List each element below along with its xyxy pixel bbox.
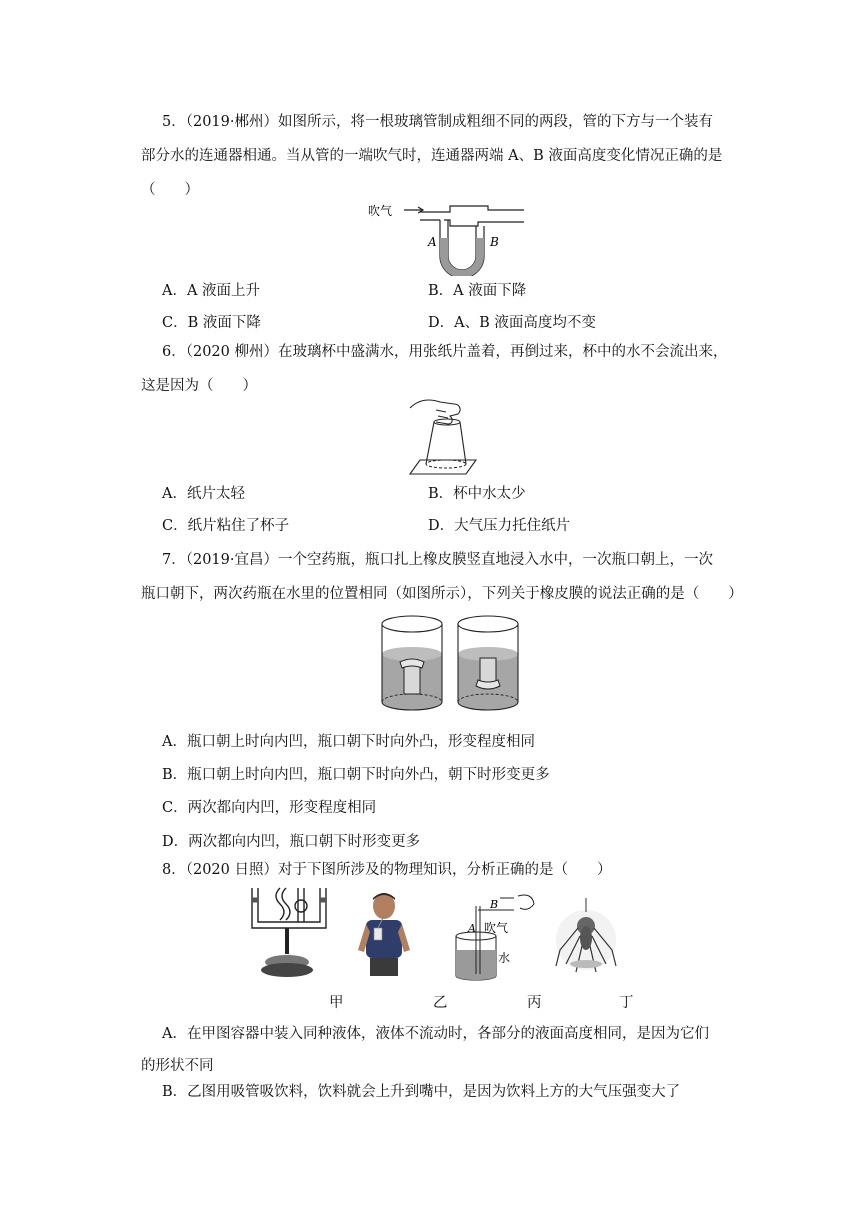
q5-figure-b-label: B: [490, 235, 499, 249]
q8-caption-ding: 丁: [619, 995, 634, 1011]
q6-figure-inverted-cup: [406, 394, 482, 480]
q8-figure-yi-boy-with-straw: [356, 890, 414, 978]
q6-option-a: A．纸片太轻: [162, 486, 245, 502]
q7-option-a: A．瓶口朝上时向内凹，瓶口朝下时向外凸，形变程度相同: [162, 734, 535, 750]
q5-stem-line2: 部分水的连通器相通。当从管的一端吹气时，连通器两端 A、B 液面高度变化情况正确的是: [141, 148, 723, 164]
q6-stem-line1: 6．（2020 柳州）在玻璃杯中盛满水，用张纸片盖着，再倒过来，杯中的水不会流出来，: [162, 344, 728, 360]
q5-stem-line3: （ ）: [141, 182, 199, 198]
q7-stem-line1: 7．（2019·宜昌）一个空药瓶，瓶口扎上橡皮膜竖直地浸入水中，一次瓶口朝上，一次: [162, 552, 713, 568]
q5-option-d: D．A、B 液面高度均不变: [428, 315, 596, 331]
q6-stem-line2: 这是因为（ ）: [141, 378, 257, 394]
q5-figure-blow-label: 吹气: [368, 204, 393, 218]
q8-figure-bing-blow-tube: [448, 888, 540, 984]
q7-stem-line2: 瓶口朝下，两次药瓶在水里的位置相同（如图所示），下列关于橡皮膜的说法正确的是（ ）: [141, 586, 743, 602]
q7-beaker-inverted: [458, 616, 518, 710]
q5-option-a: A．A 液面上升: [162, 283, 261, 299]
q5-option-c: C．B 液面下降: [162, 315, 261, 331]
q8-figure-blow-label: 吹气: [484, 921, 509, 935]
q8-caption-jia: 甲: [329, 995, 344, 1011]
q5-figure-a-label: A: [428, 235, 437, 249]
q7-option-c: C．两次都向内凹，形变程度相同: [162, 800, 377, 816]
q7-option-b: B．瓶口朝上时向内凹，瓶口朝下时向外凸，朝下时形变更多: [162, 767, 550, 783]
q8-stem-line1: 8．（2020 日照）对于下图所涉及的物理知识，分析正确的是（ ）: [162, 862, 612, 878]
q5-stem-line1: 5．（2019·郴州）如图所示，将一根玻璃管制成粗细不同的两段，管的下方与一个装有: [162, 114, 713, 130]
q6-option-d: D．大气压力托住纸片: [428, 518, 571, 534]
q7-figure-two-beakers: [378, 614, 526, 716]
q5-option-b: B．A 液面下降: [428, 283, 527, 299]
q8-option-b: B．乙图用吸管吸饮料，饮料就会上升到嘴中，是因为饮料上方的大气压强变大了: [162, 1084, 681, 1100]
q8-figure-a-label: A: [468, 922, 476, 935]
q8-caption-bing: 丙: [527, 995, 542, 1011]
q8-option-a-line2: 的形状不同: [141, 1058, 214, 1074]
q6-option-b: B．杯中水太少: [428, 486, 526, 502]
q8-figure-water-label: 水: [498, 951, 511, 965]
q7-beaker-upright: [382, 616, 442, 710]
q8-figure-jia-communicating-vessel: [246, 884, 332, 982]
q8-figure-b-label: B: [490, 898, 499, 911]
q8-figure-ding-mosquito: [552, 892, 620, 976]
q6-option-c: C．纸片粘住了杯子: [162, 518, 290, 534]
q8-caption-yi: 乙: [433, 995, 448, 1011]
q5-figure-u-tube: [366, 198, 526, 276]
q8-option-a-line1: A．在甲图容器中装入同种液体，液体不流动时，各部分的液面高度相同，是因为它们: [162, 1026, 709, 1042]
q7-option-d: D．两次都向内凹，瓶口朝下时形变更多: [162, 834, 421, 850]
